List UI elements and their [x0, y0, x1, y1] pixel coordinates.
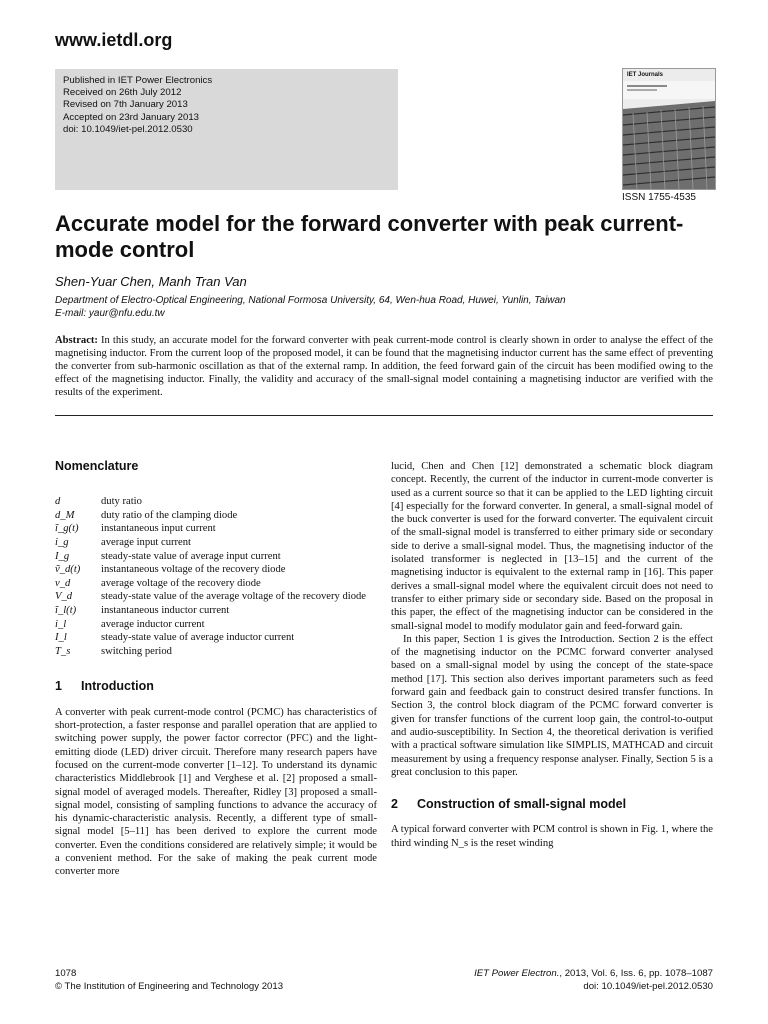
nomenclature-row	[55, 590, 366, 604]
email[interactable]: E-mail: yaur@nfu.edu.tw	[55, 307, 165, 319]
nomenclature-definition: instantaneous voltage of the recovery diode	[101, 564, 286, 576]
nomenclature-definition: switching period	[101, 645, 172, 657]
issn: ISSN 1755-4535	[622, 192, 696, 203]
nomenclature-symbol: d	[55, 496, 61, 508]
nomenclature-row	[55, 645, 366, 659]
nomenclature-symbol: i_l	[55, 618, 67, 630]
nomenclature-definition: steady-state value of the average voltage of the recovery diode	[101, 591, 367, 603]
intro-paragraph-1: A converter with peak current-mode control (PCMC) has characteristics of short-protection, a faster response and parallel operation that are applied to switching power supply, the power factor corrector (PFC) and the light-emitting diode (LED) driver circuit. Therefore many research papers have focused on the current-mode converter [1–12]. To understand its dynamic characteristics Middlebrook [1] and Verghese et al. [2] proposed a small-signal model of averaged models. Thereafter, Ridley [3] proposed a small-signal model, consisting of sampling functions to advance the accuracy of his dynamic-characteristic analysis. Recently, a different type of small-signal model [5–11] has been derived to explore the current mode converter. Even the conditions considered are relatively simple; it would be a convenient method. For the sake of making the peak current mode converter more	[55, 706, 377, 878]
cover-roof-illustration	[623, 69, 715, 189]
left-column	[55, 460, 377, 879]
nomenclature-row	[55, 509, 366, 523]
nomenclature-row	[55, 631, 366, 645]
nomenclature-row	[55, 495, 366, 509]
abstract-label: Abstract:	[55, 335, 98, 346]
nomenclature-symbol: v_d	[55, 577, 71, 589]
page-number: 1078	[55, 968, 77, 979]
nomenclature-definition: steady-state value of average input current	[101, 550, 281, 562]
nomenclature-definition: duty ratio	[101, 496, 142, 508]
section-2-title: Construction of small-signal model	[417, 797, 627, 812]
accepted-date: Accepted on 23rd January 2013	[63, 111, 200, 123]
nomenclature-row	[55, 522, 366, 536]
footer-doi[interactable]: doi: 10.1049/iet-pel.2012.0530	[583, 980, 713, 992]
section-1-heading	[55, 680, 377, 693]
nomenclature-row	[55, 604, 366, 618]
nomenclature-definition: average inductor current	[101, 618, 205, 630]
nomenclature-symbol: d_M	[55, 509, 75, 521]
intro-paragraph-2: In this paper, Section 1 is gives the Introduction. Section 2 is the effect of the magnetising inductor on the PCMC forward converter analysed based on a small-signal model by using the concept of the state-space method [17]. This section also derives important parameters such as feed forward gain and feedback gain to construct desired transfer functions. In Section 3, the control block diagram of the PCMC forward converter is given for transfer functions of the current loop gain, the control-to-output and audio-susceptibility. In Section 4, the theoretical derivation is verified with a practical software simulation like SIMPLIS, MATHCAD and circuit measurement by using a frequency response analyser. Finally, Section 5 is a great conclusion to this paper.	[391, 633, 713, 778]
nomenclature-definition: instantaneous input current	[101, 523, 216, 535]
nomenclature-symbol: ĩ_l(t)	[55, 605, 77, 617]
nomenclature-row	[55, 536, 366, 550]
nomenclature-row	[55, 618, 366, 632]
published-in: Published in IET Power Electronics	[63, 75, 213, 86]
nomenclature-definition: average input current	[101, 537, 192, 549]
affiliation-block	[55, 295, 566, 320]
nomenclature-row	[55, 550, 366, 564]
volume-pages: , 2013, Vol. 6, Iss. 6, pp. 1078–1087	[559, 968, 713, 979]
nomenclature-definition: duty ratio of the clamping diode	[101, 509, 238, 521]
footer-right	[474, 968, 713, 993]
abstract-divider	[55, 415, 713, 416]
nomenclature-heading: Nomenclature	[55, 459, 139, 473]
authors: Shen-Yuar Chen, Manh Tran Van	[55, 274, 247, 289]
journal-name: IET Power Electron.	[474, 968, 560, 979]
doi[interactable]: doi: 10.1049/iet-pel.2012.0530	[63, 123, 193, 135]
nomenclature-definition: steady-state value of average inductor current	[101, 632, 295, 644]
nomenclature-table	[55, 495, 366, 658]
site-url[interactable]: www.ietdl.org	[55, 30, 173, 50]
section-2-number: 2	[391, 797, 398, 812]
revised-date: Revised on 7th January 2013	[63, 99, 188, 111]
cover-brand-label: IET Journals	[627, 72, 664, 78]
section-1-title: Introduction	[81, 679, 154, 694]
affiliation: Department of Electro-Optical Engineering, National Formosa University, 64, Wen-hua Road, Huwei, Yunlin, Taiwan	[55, 295, 566, 306]
section-2-heading	[391, 798, 713, 811]
section-1-number: 1	[55, 679, 62, 694]
copyright: © The Institution of Engineering and Technology 2013	[55, 980, 284, 992]
footer-left	[55, 968, 283, 993]
nomenclature-row	[55, 577, 366, 591]
nomenclature-definition: average voltage of the recovery diode	[101, 577, 261, 589]
publication-info-box	[55, 69, 398, 190]
nomenclature-symbol: I_l	[55, 632, 67, 644]
nomenclature-row	[55, 563, 366, 577]
abstract	[55, 334, 713, 399]
right-column	[391, 460, 713, 850]
nomenclature-symbol: I_g	[55, 550, 70, 562]
journal-citation	[474, 968, 713, 981]
abstract-text: In this study, an accurate model for the forward converter with peak current-mode control is clearly shown in order to analyse the effect of the magnetising inductor. From the current loop of the proposed model, it can be found that the magnetising inductor current has the same effect of preventing the converter from sub-harmonic oscillation as that of the external ramp. In addition, the feed forward gain of the circuit has been modified owing to the effect of the magnetising inductor. Finally, the validity and accuracy of the small-signal model containing a magnetising inductor are verified with the results of the experiment.	[55, 335, 713, 399]
nomenclature-definition: instantaneous inductor current	[101, 605, 230, 617]
article-title: Accurate model for the forward converter with peak current-mode control	[55, 211, 684, 262]
nomenclature-symbol: ĩ_g(t)	[55, 523, 79, 535]
intro-paragraph-1-continued: lucid, Chen and Chen [12] demonstrated a schematic block diagram concept. Recently, the current of the inductor in current-mode converter is used as a current source so that it can be applied to the LED lighting circuit [4] especially for the forward converter. In general, a small-signal model of the buck converter is used for the forward converter. The equivalent circuit of the small-signal model is transferred to either primary side or secondary side to derive a small-signal model. Thus, the magnetising inductor of the isolated transformer is neglected in [13–15] and the current of the magnetising inductor is equivalent to the external ramp in [16]. This paper derives a small-signal model where the equivalent circuit does not need to transfer to either primary side or secondary side. Based on the proposal in this paper, the effect of the magnetising inductor can be considered in the small-signal model to modify modulator gain and feed-forward gain.	[391, 461, 713, 632]
nomenclature-symbol: V_d	[55, 591, 73, 603]
nomenclature-symbol: T_s	[55, 645, 71, 657]
nomenclature-symbol: i_g	[55, 537, 69, 549]
received-date: Received on 26th July 2012	[63, 87, 182, 99]
journal-cover-image	[622, 68, 716, 190]
nomenclature-symbol: ṽ_d(t)	[55, 564, 81, 576]
section-2-paragraph-1: A typical forward converter with PCM control is shown in Fig. 1, where the third winding N_s is the reset winding	[391, 824, 713, 849]
